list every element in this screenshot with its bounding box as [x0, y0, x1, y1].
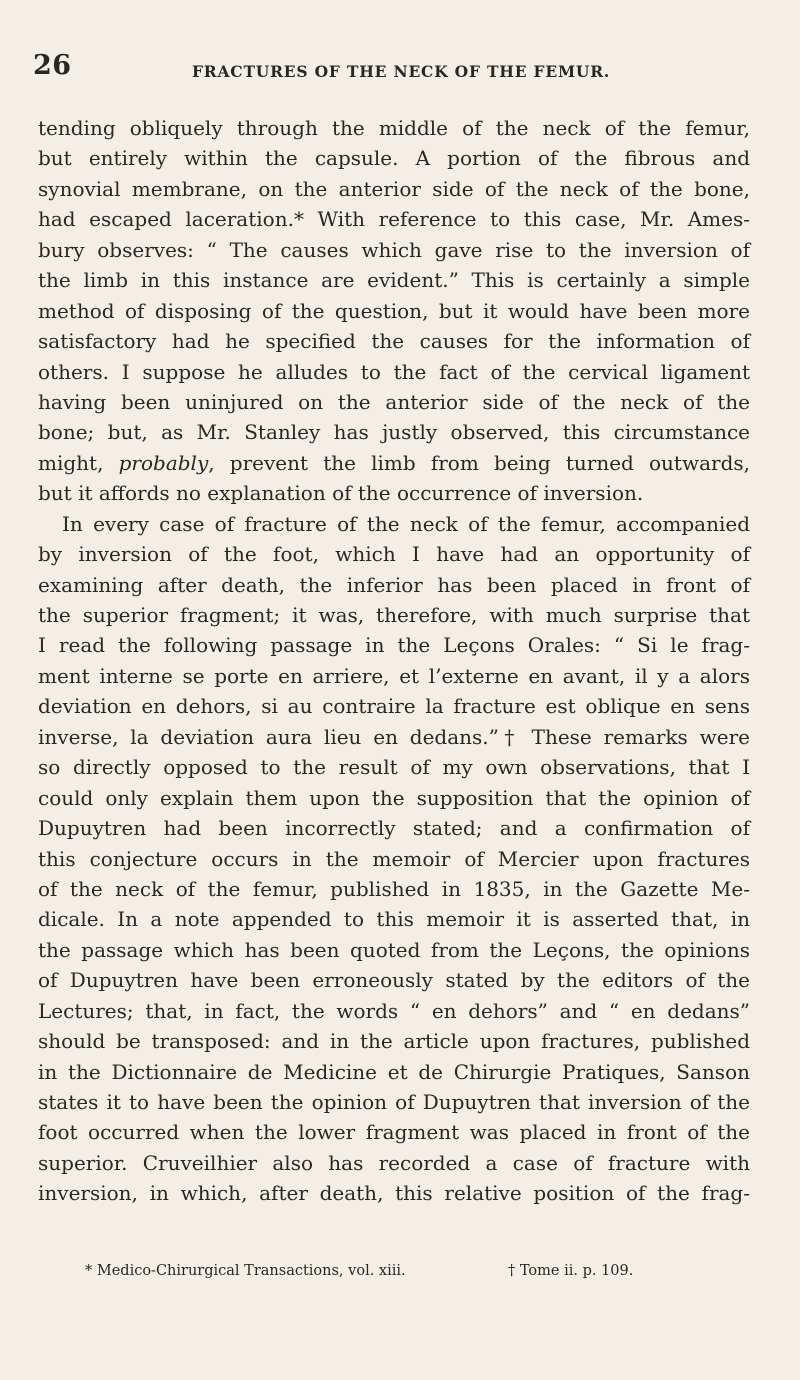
text-line: bury observes: “ The causes which gave rise to the inversion of [38, 237, 750, 262]
text-line: of the neck of the femur, published in 1835, in the Gazette Me- [38, 876, 750, 901]
text-line: synovial membrane, on the anterior side of the neck of the bone, [38, 176, 750, 201]
text-line: the superior fragment; it was, therefore, with much surprise that [38, 603, 750, 627]
text-line: others. I suppose he alludes to the fact of the cervical ligament [38, 359, 750, 384]
text-line: could only explain them upon the supposition that the opinion of [38, 785, 750, 810]
footnote-tome: † Tome ii. p. 109. [508, 1263, 634, 1279]
text-line: Lectures; that, in fact, the words “ en dehors” and “ en dedans” [38, 998, 750, 1023]
text-line: In every case of fracture of the neck of the femur, accompanied [62, 511, 750, 536]
text-line: of Dupuytren have been erroneously stated by the editors of the [38, 968, 750, 993]
text-line: examining after death, the inferior has been placed in front of [38, 572, 750, 597]
text-line: foot occurred when the lower fragment was placed in front of the [38, 1120, 750, 1145]
text-line: dicale. In a note appended to this memoir it is asserted that, in [38, 907, 750, 932]
text-line: might, probably, prevent the limb from being turned outwards, [38, 450, 750, 475]
text-line: method of disposing of the question, but it would have been more [38, 298, 750, 323]
text-line: by inversion of the foot, which I have had an opportunity of [38, 542, 750, 567]
text-line: but entirely within the capsule. A portion of the fibrous and [38, 146, 750, 171]
text-line: ment interne se porte en arriere, et l’externe en avant, il y a alors [38, 663, 750, 688]
text-line: had escaped laceration.* With reference to this case, Mr. Ames- [38, 207, 750, 232]
text-line: having been uninjured on the anterior side of the neck of the [38, 389, 750, 414]
text-line: should be transposed: and in the article upon fractures, published [38, 1029, 750, 1054]
text-line: the limb in this instance are evident.” This is certainly a simple [38, 268, 750, 293]
text-line: inversion, in which, after death, this relative position of the frag- [38, 1181, 750, 1206]
text-line: Dupuytren had been incorrectly stated; and a confirmation of [38, 816, 750, 841]
text-line: in the Dictionnaire de Medicine et de Chirurgie Pratiques, Sanson [38, 1059, 750, 1084]
text-line: tending obliquely through the middle of the neck of the femur, [38, 116, 750, 140]
text-line: states it to have been the opinion of Dupuytren that inversion of the [38, 1090, 750, 1114]
body-text [38, 113, 750, 1209]
text-line: superior. Cruveilhier also has recorded a case of fracture with [38, 1150, 750, 1175]
text-line: bone; but, as Mr. Stanley has justly observed, this circumstance [38, 420, 750, 445]
text-line: but it affords no explanation of the occurrence of inversion. [38, 481, 644, 506]
page-number: 26 [33, 50, 72, 81]
text-line: I read the following passage in the Leçons Orales: “ Si le frag- [38, 633, 750, 658]
running-head: FRACTURES OF THE NECK OF THE FEMUR. [192, 62, 611, 81]
footnote-medico-chirurgical: * Medico-Chirurgical Transactions, vol. xiii. [85, 1263, 406, 1279]
text-line: satisfactory had he specified the causes for the information of [38, 329, 750, 354]
text-line: inverse, la deviation aura lieu en dedans.”† These remarks were [38, 724, 750, 749]
text-line: so directly opposed to the result of my own observations, that I [38, 755, 750, 780]
text-line: this conjecture occurs in the memoir of Mercier upon fractures [38, 846, 750, 871]
text-line: deviation en dehors, si au contraire la fracture est oblique en sens [38, 694, 750, 719]
text-line: the passage which has been quoted from the Leçons, the opinions [38, 937, 750, 962]
